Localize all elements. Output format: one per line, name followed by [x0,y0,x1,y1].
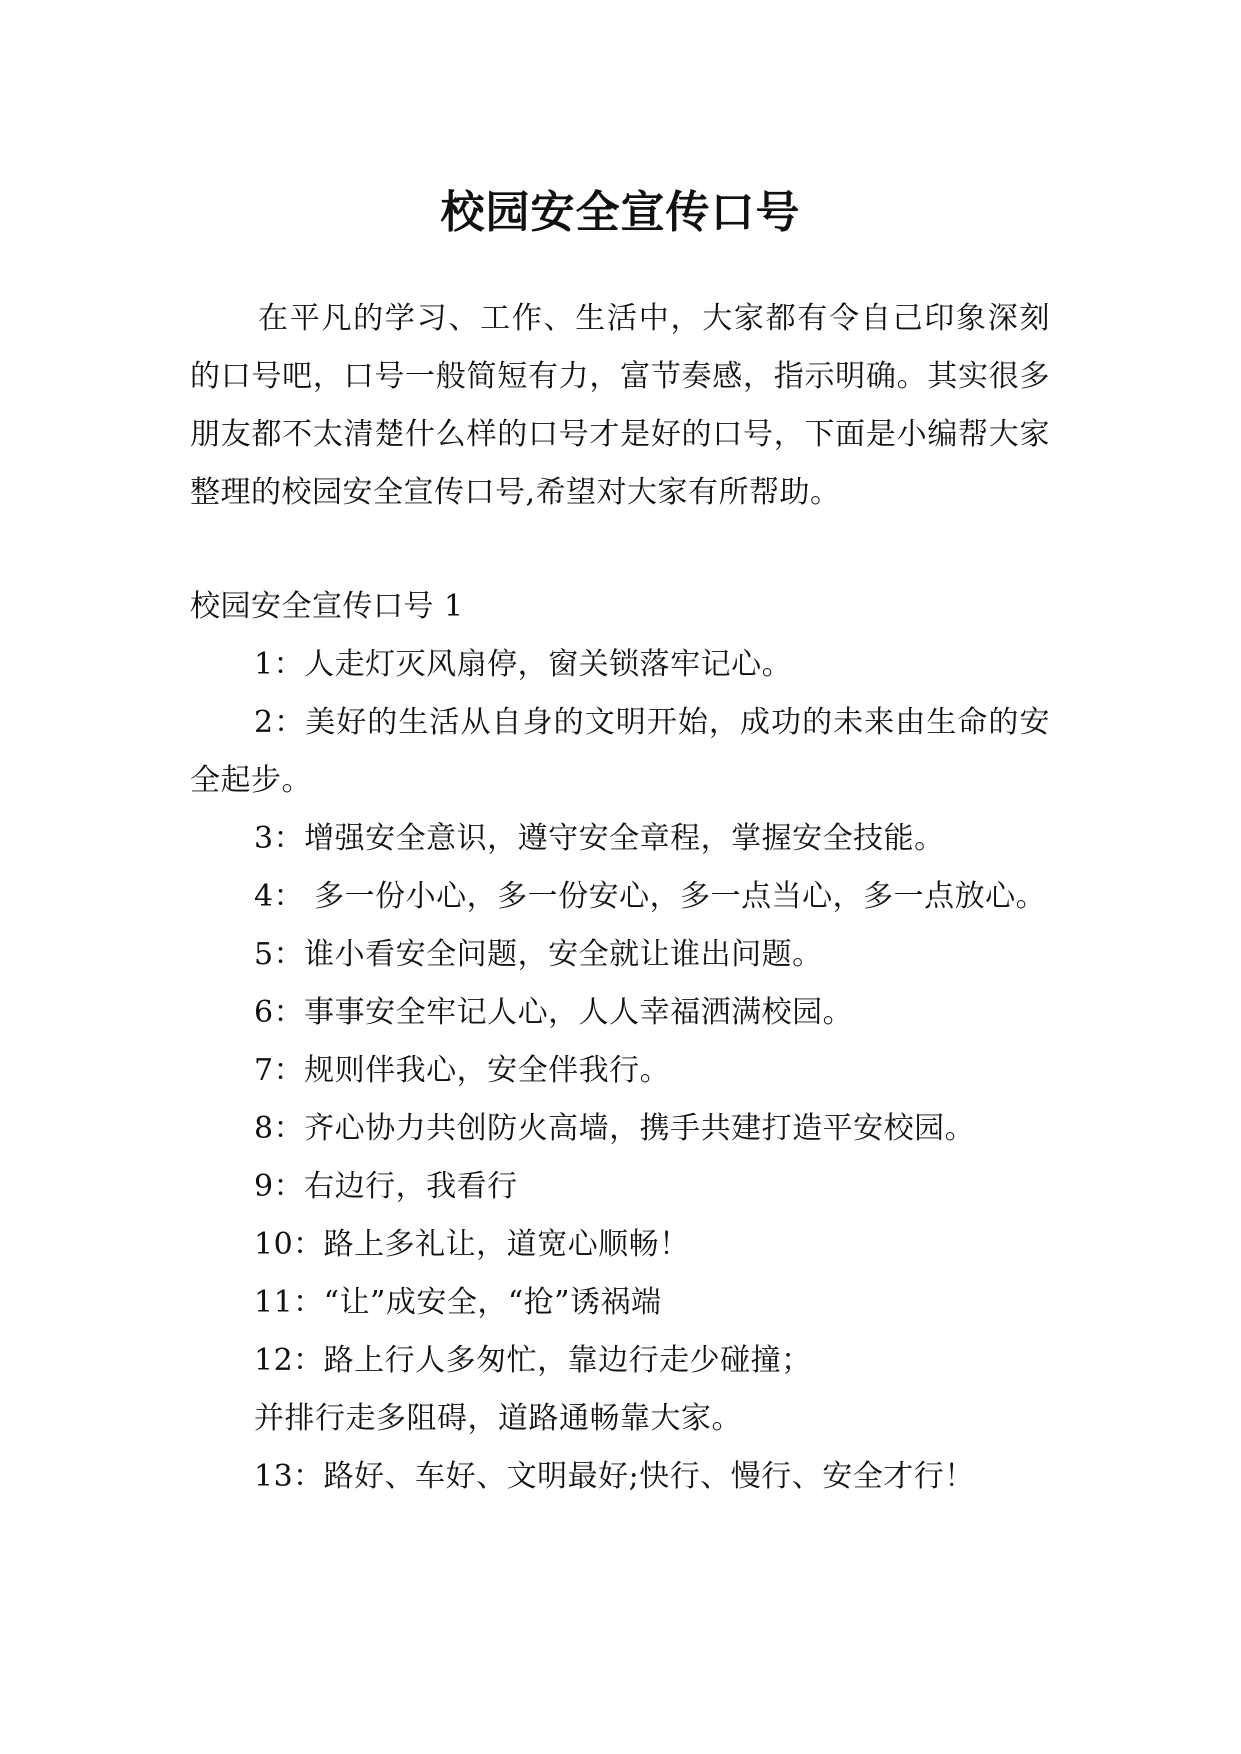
slogan-item-continuation: 并排行走多阻碍，道路通畅靠大家。 [254,1401,742,1436]
section-heading: 校园安全宣传口号 1 [190,589,464,624]
document-title: 校园安全宣传口号 [440,187,801,239]
slogan-list [190,636,1050,1506]
slogan-item: 1：人走灯灭风扇停，窗关锁落牢记心。 [254,647,793,682]
slogan-item: 5：谁小看安全问题，安全就让谁出问题。 [254,937,823,972]
slogan-item: 11：“让”成安全，“抢”诱祸端 [254,1285,662,1320]
slogan-item: 2：美好的生活从自身的文明开始，成功的未来由生命的安全起步。 [190,705,1050,798]
slogan-item: 7：规则伴我心，安全伴我行。 [254,1053,671,1088]
slogan-item: 10：路上多礼让，道宽心顺畅！ [254,1227,690,1262]
slogan-item: 13：路好、车好、文明最好;快行、慢行、安全才行！ [254,1459,975,1494]
slogan-item: 12：路上行人多匆忙，靠边行走少碰撞； [254,1343,812,1378]
slogan-item: 9：右边行，我看行 [254,1169,518,1204]
intro-paragraph: 在平凡的学习、工作、生活中，大家都有令自己印象深刻的口号吧，口号一般简短有力，富节奏感，指示明确。其实很多朋友都不太清楚什么样的口号才是好的口号，下面是小编帮大家整理的校园安全宣传口号,希望对大家有所帮助。 [190,301,1050,510]
slogan-item: 3：增强安全意识，遵守安全章程，掌握安全技能。 [254,821,945,856]
slogan-item: 4： 多一份小心，多一份安心，多一点当心，多一点放心。 [254,879,1047,914]
slogan-item: 8：齐心协力共创防火高墙，携手共建打造平安校园。 [254,1111,976,1146]
slogan-item: 6：事事安全牢记人心，人人幸福洒满校园。 [254,995,854,1030]
